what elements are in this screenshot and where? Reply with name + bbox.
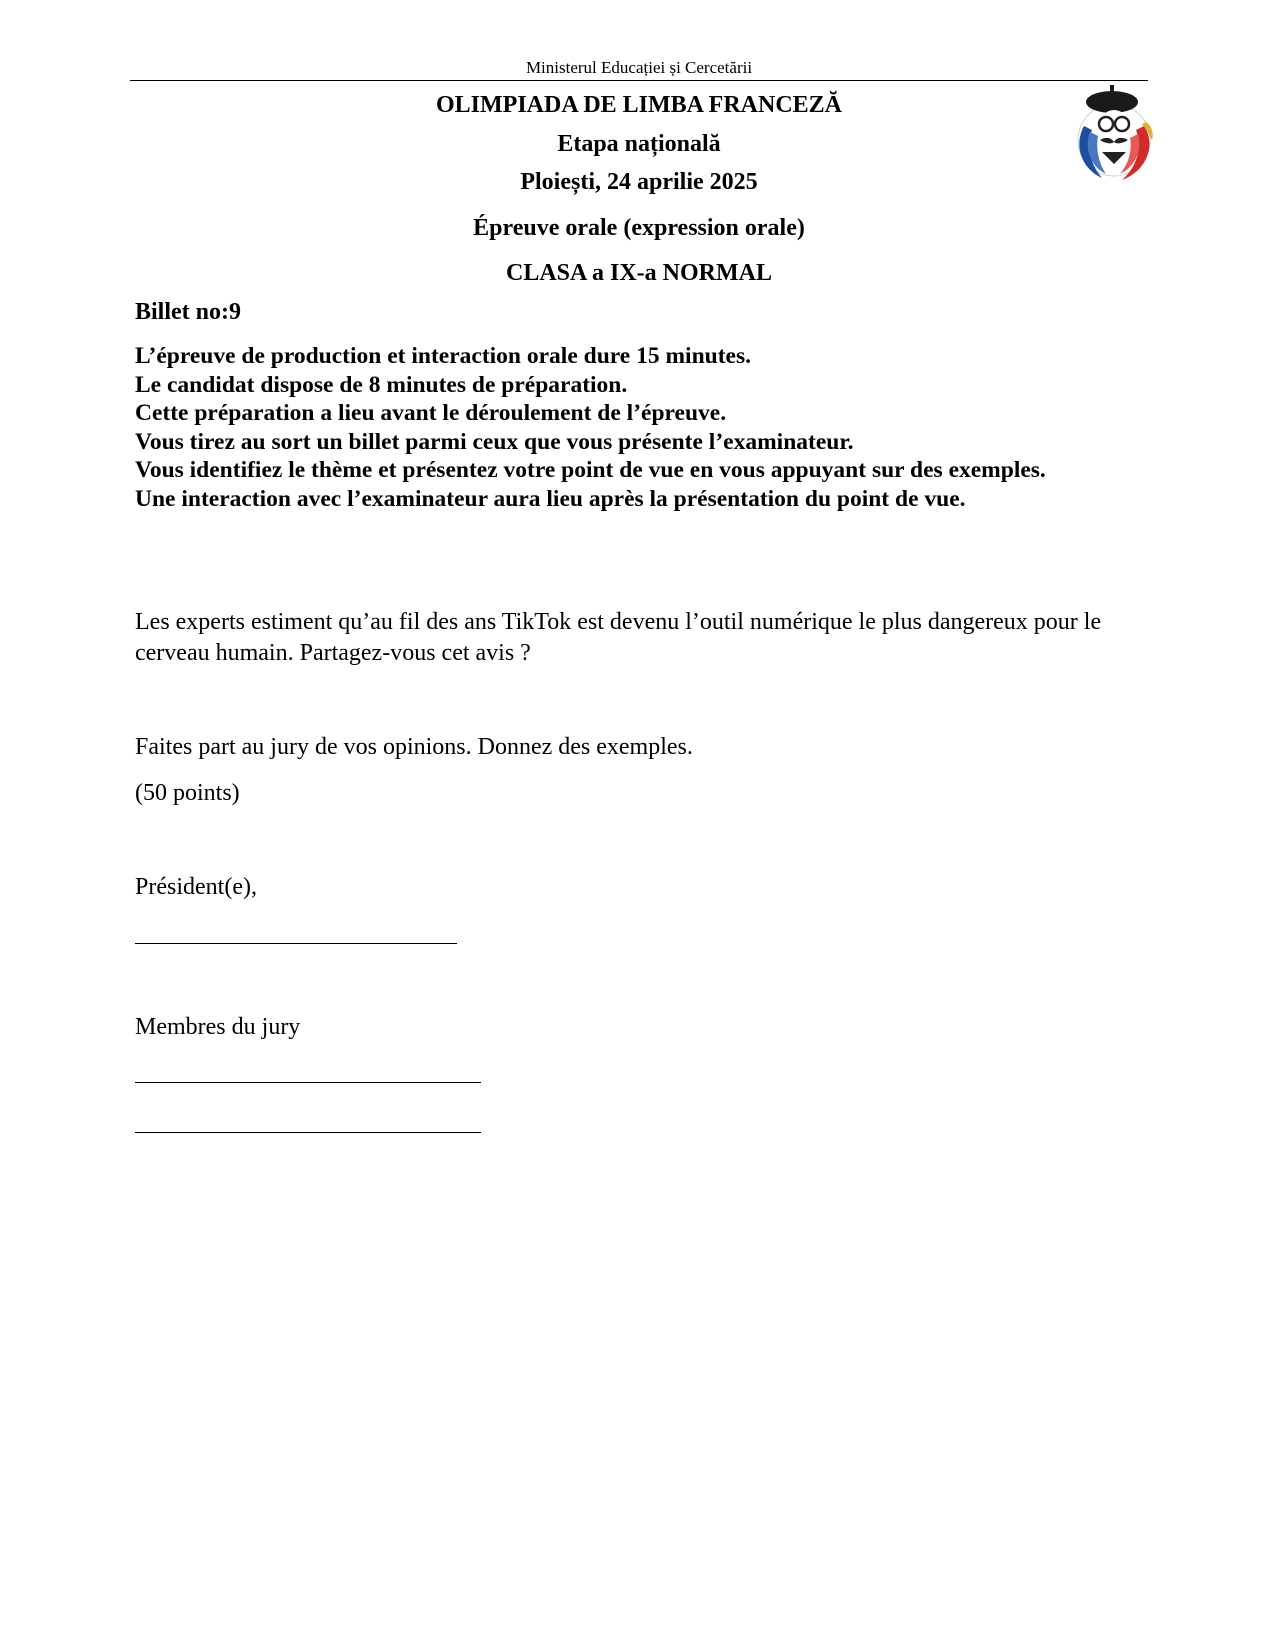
- stage-title: Etapa națională: [557, 131, 721, 157]
- prompt-line: cerveau humain. Partagez-vous cet avis ?: [135, 640, 531, 666]
- points-value: (50 points): [135, 780, 240, 806]
- prompt-line: Les experts estiment qu’au fil des ans TikTok est devenu l’outil numérique le plus dangereux pour le: [135, 609, 1102, 635]
- instruction-line: Une interaction avec l’examinateur aura lieu après la présentation du point de vue.: [135, 485, 966, 512]
- jury-signature-line: [135, 1132, 481, 1133]
- president-label: Président(e),: [135, 874, 257, 900]
- billet-number: Billet no:9: [135, 299, 241, 325]
- task-instruction: Faites part au jury de vos opinions. Donnez des exemples.: [135, 734, 693, 760]
- jury-signature-line: [135, 1082, 481, 1083]
- instructions-block: [135, 342, 1235, 513]
- instruction-line: Vous tirez au sort un billet parmi ceux que vous présente l’examinateur.: [135, 428, 854, 455]
- discussion-prompt: [135, 607, 1155, 669]
- instruction-line: Vous identifiez le thème et présentez votre point de vue en vous appuyant sur des exemples.: [135, 457, 1046, 483]
- instruction-line: Cette préparation a lieu avant le déroulement de l’épreuve.: [135, 400, 727, 426]
- place-date: Ploiești, 24 aprilie 2025: [520, 169, 758, 195]
- jury-members-label: Membres du jury: [135, 1014, 301, 1040]
- class-level: CLASA a IX-a NORMAL: [505, 260, 772, 286]
- instruction-line: Le candidat dispose de 8 minutes de préparation.: [135, 371, 628, 398]
- instruction-line: L’épreuve de production et interaction orale dure 15 minutes.: [135, 343, 751, 369]
- president-signature-line: [135, 943, 457, 944]
- ministry-header: Ministerul Educației și Cercetării: [525, 58, 753, 77]
- olympiad-title: OLIMPIADA DE LIMBA FRANCEZĂ: [435, 92, 843, 118]
- exam-type: Épreuve orale (expression orale): [473, 215, 805, 241]
- header-rule: [130, 80, 1148, 81]
